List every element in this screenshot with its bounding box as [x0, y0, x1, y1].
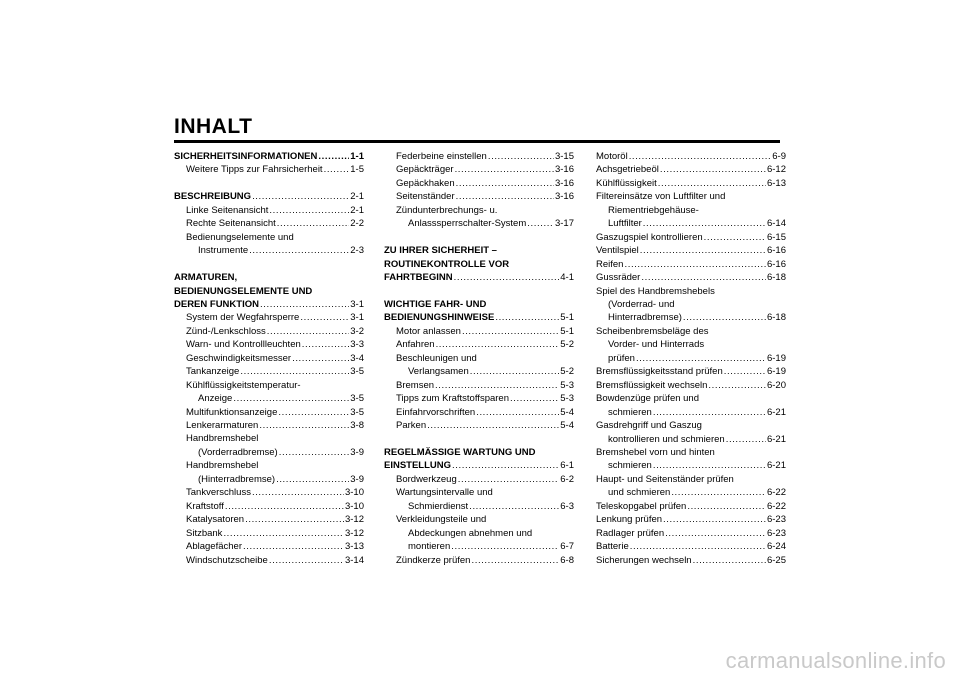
toc-entry: Bedienungselemente und Instrumente ..... 2-3	[174, 231, 364, 258]
toc-entry: Sitzbank ..... 3-12	[174, 527, 364, 540]
toc-entry: Tipps zum Kraftstoffsparen ..... 5-3	[384, 392, 574, 405]
toc-entry: Multifunktionsanzeige ..... 3-5	[174, 406, 364, 419]
toc-entry: Geschwindigkeitsmesser ..... 3-4	[174, 352, 364, 365]
toc-entry: Ablagefächer ..... 3-13	[174, 540, 364, 553]
toc-column-3	[596, 150, 786, 567]
toc-entry: Zündunterbrechungs- u. Anlasssperrschalter-System ..... 3-17	[384, 204, 574, 231]
toc-entry: Haupt- und Seitenständer prüfen und schmieren ..... 6-22	[596, 473, 786, 500]
toc-entry: Kraftstoff ..... 3-10	[174, 500, 364, 513]
toc-entry: Tankverschluss ..... 3-10	[174, 486, 364, 499]
toc-entry: BESCHREIBUNG ..... 2-1	[174, 190, 364, 203]
toc-entry: Reifen ..... 6-16	[596, 258, 786, 271]
toc-entry: Verkleidungsteile und Abdeckungen abnehmen und montieren ..... 6-7	[384, 513, 574, 553]
toc-entry: Wartungsintervalle und Schmierdienst ..... 6-3	[384, 486, 574, 513]
toc-column-1	[174, 150, 364, 567]
toc-entry: WICHTIGE FAHR- UND BEDIENUNGSHINWEISE ..... 5-1	[384, 298, 574, 325]
toc-entry: Beschleunigen und Verlangsamen ..... 5-2	[384, 352, 574, 379]
toc-entry: Bremshebel vorn und hinten schmieren ..... 6-21	[596, 446, 786, 473]
toc-entry: Motor anlassen ..... 5-1	[384, 325, 574, 338]
toc-entry: Anfahren ..... 5-2	[384, 338, 574, 351]
toc-entry: Katalysatoren ..... 3-12	[174, 513, 364, 526]
toc-entry: Motoröl ..... 6-9	[596, 150, 786, 163]
toc-entry: ARMATUREN, BEDIENUNGSELEMENTE UND DEREN FUNKTION ..... 3-1	[174, 271, 364, 311]
toc-entry: Weitere Tipps zur Fahrsicherheit ..... 1-5	[174, 163, 364, 176]
toc-entry: Lenkerarmaturen ..... 3-8	[174, 419, 364, 432]
toc-entry: Lenkung prüfen ..... 6-23	[596, 513, 786, 526]
toc-entry: Teleskopgabel prüfen ..... 6-22	[596, 500, 786, 513]
toc-entry: Gasdrehgriff und Gaszug kontrollieren und schmieren ..... 6-21	[596, 419, 786, 446]
toc-entry: Rechte Seitenansicht ..... 2-2	[174, 217, 364, 230]
toc-entry: REGELMÄSSIGE WARTUNG UND EINSTELLUNG ..... 6-1	[384, 446, 574, 473]
toc-entry: Gaszugspiel kontrollieren ..... 6-15	[596, 231, 786, 244]
toc-entry: Bremsflüssigkeit wechseln ..... 6-20	[596, 379, 786, 392]
toc-entry: Tankanzeige ..... 3-5	[174, 365, 364, 378]
toc-entry: Spiel des Handbremshebels (Vorderrad- und Hinterradbremse) ..... 6-18	[596, 285, 786, 325]
toc-entry: Scheibenbremsbeläge des Vorder- und Hinterrads prüfen ..... 6-19	[596, 325, 786, 365]
toc-column-2	[384, 150, 574, 567]
toc-entry: Bowdenzüge prüfen und schmieren ..... 6-21	[596, 392, 786, 419]
watermark: carmanualsonline.info	[725, 648, 946, 673]
toc-entry: Handbremshebel (Hinterradbremse) ..... 3-9	[174, 459, 364, 486]
toc-entry: Kühlflüssigkeit ..... 6-13	[596, 177, 786, 190]
toc-entry: Sicherungen wechseln ..... 6-25	[596, 554, 786, 567]
toc-entry: Handbremshebel (Vorderradbremse) ..... 3-9	[174, 432, 364, 459]
toc-entry: ZU IHRER SICHERHEIT – ROUTINEKONTROLLE VOR FAHRTBEGINN ..... 4-1	[384, 244, 574, 284]
toc-entry: Einfahrvorschriften ..... 5-4	[384, 406, 574, 419]
toc-entry: Windschutzscheibe ..... 3-14	[174, 554, 364, 567]
toc-entry: Ventilspiel ..... 6-16	[596, 244, 786, 257]
toc-entry: Bremsen ..... 5-3	[384, 379, 574, 392]
toc-entry: Parken ..... 5-4	[384, 419, 574, 432]
toc-entry: SICHERHEITSINFORMATIONEN ..... 1-1	[174, 150, 364, 163]
toc-entry: Zünd-/Lenkschloss ..... 3-2	[174, 325, 364, 338]
page-title: INHALT	[174, 115, 253, 138]
toc-entry: Gepäckhaken ..... 3-16	[384, 177, 574, 190]
toc-entry: Gepäckträger ..... 3-16	[384, 163, 574, 176]
toc-entry: Achsgetriebeöl ..... 6-12	[596, 163, 786, 176]
toc-entry: Warn- und Kontrollleuchten ..... 3-3	[174, 338, 364, 351]
toc-entry: Bremsflüssigkeitsstand prüfen ..... 6-19	[596, 365, 786, 378]
toc-entry: Seitenständer ..... 3-16	[384, 190, 574, 203]
toc-entry: Bordwerkzeug ..... 6-2	[384, 473, 574, 486]
toc-entry: Gussräder ..... 6-18	[596, 271, 786, 284]
toc-entry: Radlager prüfen ..... 6-23	[596, 527, 786, 540]
toc-entry: System der Wegfahrsperre ..... 3-1	[174, 311, 364, 324]
toc-entry: Zündkerze prüfen ..... 6-8	[384, 554, 574, 567]
toc-entry: Kühlflüssigkeitstemperatur- Anzeige ..... 3-5	[174, 379, 364, 406]
toc-entry: Federbeine einstellen ..... 3-15	[384, 150, 574, 163]
title-rule	[174, 140, 780, 143]
toc-entry: Filtereinsätze von Luftfilter und Riementriebgehäuse- Luftfilter ..... 6-14	[596, 190, 786, 230]
toc-entry: Batterie ..... 6-24	[596, 540, 786, 553]
toc-entry: Linke Seitenansicht ..... 2-1	[174, 204, 364, 217]
